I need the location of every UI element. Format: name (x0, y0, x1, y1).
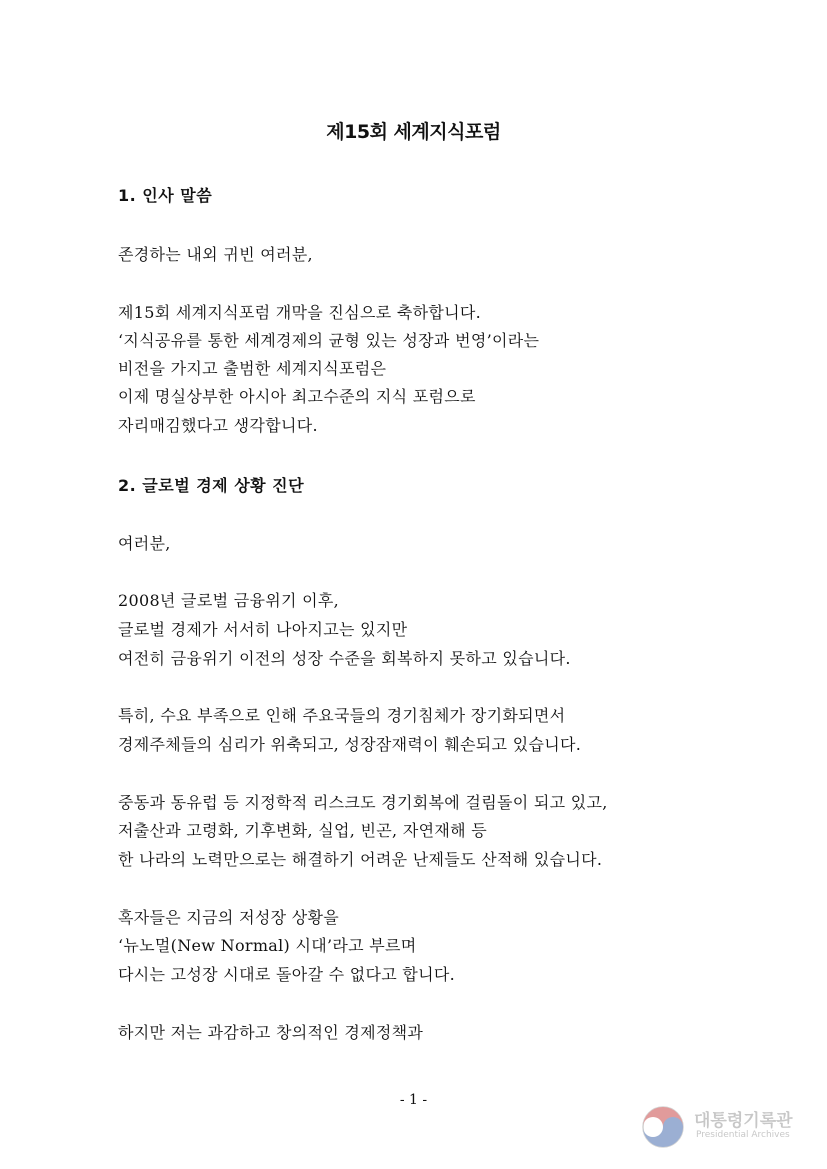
document-title: 제15회 세계지식포럼 (326, 121, 501, 143)
paragraph-line: 자리매김했다고 생각합니다. (118, 416, 318, 435)
paragraph-line: 존경하는 내외 귀빈 여러분, (118, 245, 313, 264)
paragraph-line: 여전히 금융위기 이전의 성장 수준을 회복하지 못하고 있습니다. (118, 649, 571, 668)
paragraph-line: 글로벌 경제가 서서히 나아지고는 있지만 (118, 620, 408, 639)
paragraph-line: 제15회 세계지식포럼 개막을 진심으로 축하합니다. (118, 303, 482, 322)
paragraph-line: 저출산과 고령화, 기후변화, 실업, 빈곤, 자연재해 등 (118, 821, 487, 840)
presidential-archives-watermark (640, 1102, 820, 1154)
paragraph-line: 혹자들은 지금의 저성장 상황을 (118, 908, 339, 927)
paragraph-line: ‘뉴노멀(New Normal) 시대’라고 부르며 (118, 936, 417, 955)
watermark-name: 대통령기록관 (694, 1111, 793, 1131)
taegeuk-icon (640, 1104, 686, 1150)
paragraph-line: 한 나라의 노력만으로는 해결하기 어려운 난제들도 산적해 있습니다. (118, 850, 603, 869)
paragraph-line: 다시는 고성장 시대로 돌아갈 수 없다고 합니다. (118, 965, 456, 984)
paragraph-line: 2008년 글로벌 금융위기 이후, (118, 591, 340, 610)
section-heading-greeting: 1. 인사 말씀 (118, 186, 213, 205)
paragraph-line: 경제주체들의 심리가 위축되고, 성장잠재력이 훼손되고 있습니다. (118, 735, 582, 754)
paragraph-line: 이제 명실상부한 아시아 최고수준의 지식 포럼으로 (118, 387, 476, 406)
paragraph-line: 비전을 가지고 출범한 세계지식포럼은 (118, 359, 387, 378)
paragraph-line: 하지만 저는 과감하고 창의적인 경제정책과 (118, 1023, 424, 1042)
paragraph-line: 중동과 동유럽 등 지정학적 리스크도 경기회복에 걸림돌이 되고 있고, (118, 793, 608, 812)
paragraph-line: ‘지식공유를 통한 세계경제의 균형 있는 성장과 번영’이라는 (118, 331, 540, 350)
watermark-subtitle: Presidential Archives (696, 1130, 790, 1140)
page-number: - 1 - (399, 1092, 428, 1108)
section-heading-economy: 2. 글로벌 경제 상황 진단 (118, 476, 305, 495)
paragraph-line: 여러분, (118, 534, 171, 553)
paragraph-line: 특히, 수요 부족으로 인해 주요국들의 경기침체가 장기화되면서 (118, 706, 566, 725)
